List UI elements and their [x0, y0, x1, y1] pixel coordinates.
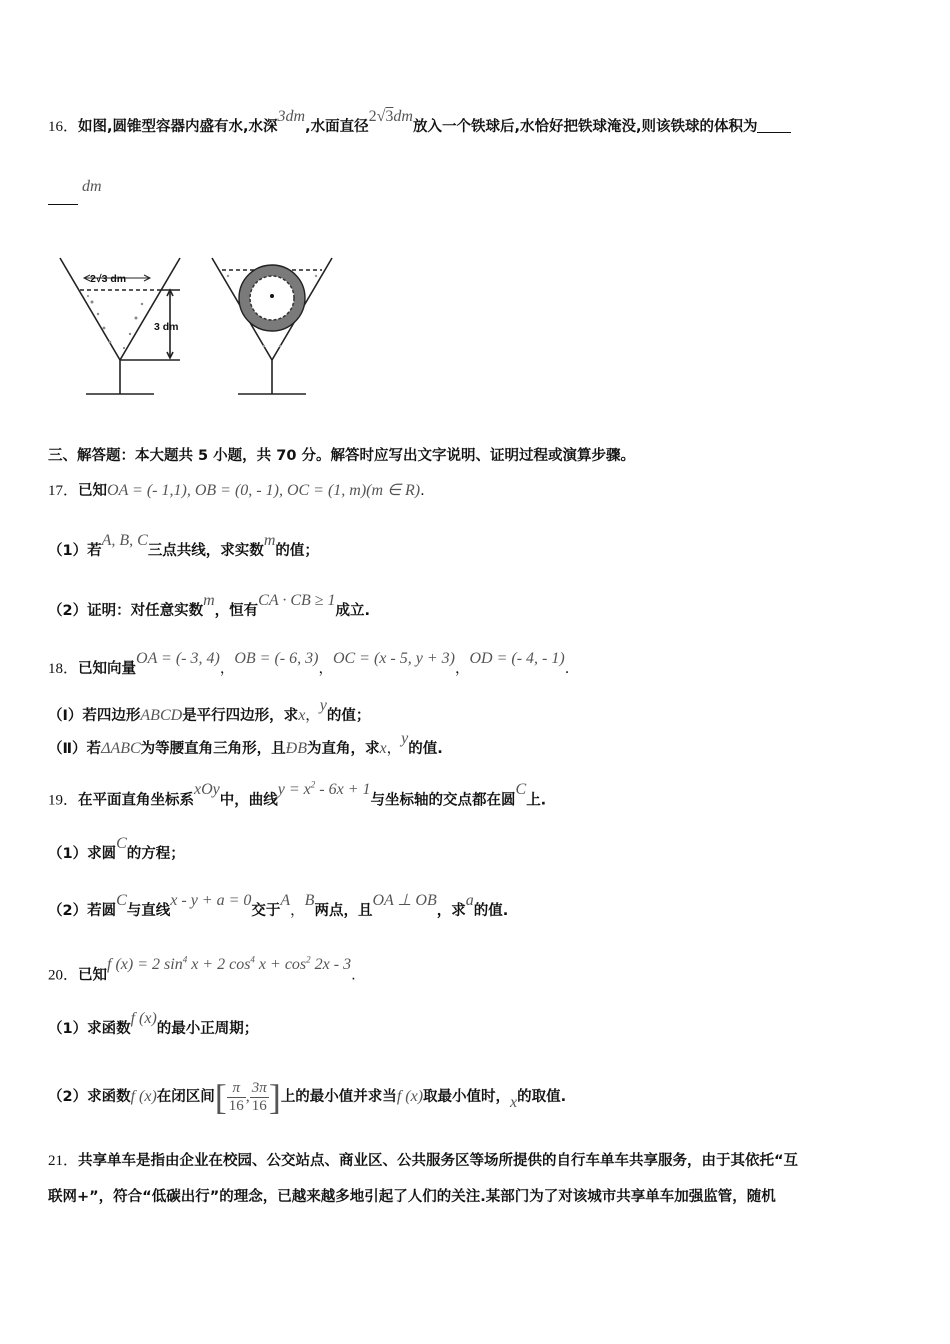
- q17-vectors: OA = (- 1,1), OB = (0, - 1), OC = (1, m)(m ∈ R): [107, 482, 421, 499]
- q18-stem: 18．已知向量OA = (- 3, 4)，OB = (- 6, 3)，OC = (x - 5, y + 3)，OD = (- 4, - 1).: [48, 650, 570, 677]
- q20-part1: （1）求函数f (x)的最小正周期；: [48, 1010, 259, 1037]
- q17-part2: （2）证明：对任意实数m，恒有CA · CB ≥ 1成立.: [48, 592, 371, 619]
- q16-unit: dm: [82, 178, 102, 195]
- q21-line2: 联网+”，符合“低碳出行”的理念，已越来越多地引起了人们的关注.某部门为了对该城市共享单车加强监管，随机: [48, 1189, 776, 1205]
- q21-line1: 21．共享单车是指由企业在校园、公交站点、商业区、公共服务区等场所提供的自行车单车共享服务，由于其依托“互: [48, 1153, 799, 1169]
- q16-diameter: 2√3dm: [368, 108, 413, 125]
- q16-depth: 3dm: [277, 108, 306, 125]
- figure-label-diameter: 2√3 dm: [90, 273, 127, 285]
- q20-stem: 20．已知f (x) = 2 $\sin^4 x + 2$ $\cos^4 x + \cos^2 2x - 3$.: [48, 955, 356, 984]
- answer-blank-continued: [48, 204, 78, 205]
- q17-stem: 17．已知OA = (- 1,1), OB = (0, - 1), OC = (1, m)(m ∈ R).: [48, 482, 425, 499]
- section-3-title: 三、解答题：本大题共 5 小题，共 70 分。解答时应写出文字说明、证明过程或演算步骤。: [48, 448, 635, 464]
- q19-stem: 19．在平面直角坐标系xOy中，曲线$y = x^2 - 6x + 1$与坐标轴的交点都在圆C上.: [48, 780, 547, 809]
- water-speckle: [87, 295, 143, 349]
- q18-part2: （Ⅱ）若ΔABC为等腰直角三角形，且ÐB为直角，求x，y的值.: [48, 730, 443, 757]
- q20-function: f (x) = 2 $\sin^4 x + 2$ $\cos^4 x + \cos^2 2x - 3$: [107, 955, 352, 974]
- q16-number: 16．: [48, 119, 79, 135]
- q16-figure: [52, 252, 352, 400]
- q20-part2: （2）求函数f (x)在闭区间[ $\frac{\pi}{16}$ , $\frac{3\pi}{16}$ ]上的最小值并求当f (x)取最小值时，x的取值.: [48, 1077, 567, 1117]
- figure-label-depth: 3 dm: [154, 321, 179, 333]
- q19-part2: （2）若圆C与直线x - y + a = 0交于A，B两点，且OA ⊥ OB，求a的值.: [48, 892, 509, 919]
- interval-start: $\frac{\pi}{16}$: [228, 1079, 244, 1114]
- q19-part1: （1）求圆C的方程；: [48, 835, 185, 862]
- q18-part1: （Ⅰ）若四边形ABCD是平行四边形，求x，y的值；: [48, 697, 371, 724]
- interval-end: $\frac{3\pi}{16}$: [251, 1079, 267, 1114]
- q17-part1: （1）若A, B, C三点共线，求实数m的值；: [48, 532, 319, 559]
- answer-blank: [757, 118, 791, 133]
- q19-curve: $y = x^2 - 6x + 1$: [277, 780, 371, 799]
- q16-line1: 16．如图,圆锥型容器内盛有水,水深3dm,水面直径2√3dm放入一个铁球后,水恰好把铁球淹没,则该铁球的体积为: [48, 116, 791, 137]
